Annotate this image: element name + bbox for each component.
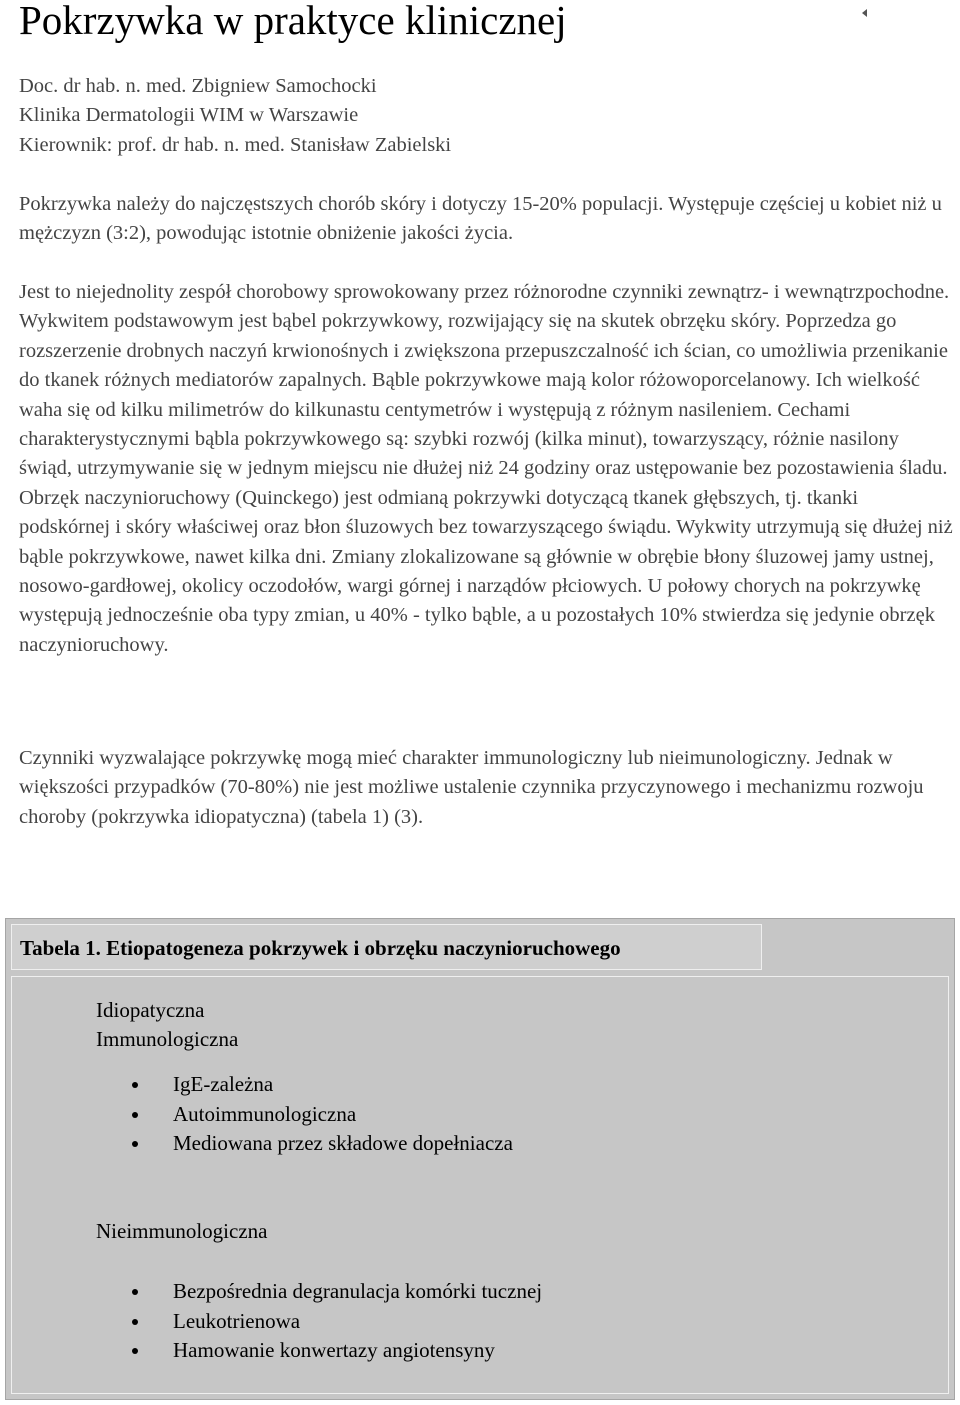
paragraph-triggers: Czynniki wyzwalające pokrzywkę mogą mieć charakter immunologiczny lub nieimunologiczny. Jednak w większości przypadków (70-80%) nie jest możliwe ustalenie czynnika przyczynowego i mechanizmu rozwoju choroby (pokrzywka idiopatyczna) (tabela 1) (3). <box>19 747 924 828</box>
category-immunological: Immunologiczna <box>96 1027 239 1051</box>
category-nonimmunological: Nieimmunologiczna <box>96 1219 268 1243</box>
list-item: Leukotrienowa <box>132 1307 542 1337</box>
scroll-left-arrow-icon <box>862 9 867 17</box>
author-affiliation: Klinika Dermatologii WIM w Warszawie <box>19 104 359 127</box>
author-head: Kierownik: prof. dr hab. n. med. Stanisław Zabielski <box>19 133 452 156</box>
table-header <box>11 924 762 970</box>
nonimmunological-list <box>132 1277 542 1366</box>
table-caption: Tabela 1. Etiopatogeneza pokrzywek i obrzęku naczynioruchowego <box>20 936 621 960</box>
category-idiopathic: Idiopatyczna <box>96 998 205 1022</box>
page-title: Pokrzywka w praktyce klinicznej <box>19 0 567 43</box>
paragraph-description: Jest to niejednolity zespół chorobowy sprowokowany przez różnorodne czynniki zewnątrz- i wewnątrzpochodne. Wykwitem podstawowym jest bąbel pokrzywkowy, rozwijający się na skutek obrzęku skóry. Poprzedza go rozszerzenie drobnych naczyń krwionośnych i zwiększona przepuszczalność ich ścian, co umożliwia przenikanie do tkanek różnych mediatorów zapalnych. Bąble pokrzywkowe mają kolor różowoporcelanowy. Ich wielkość waha się od kilku milimetrów do kilkunastu centymetrów i występują z różnym nasileniem. Cechami charakterystycznymi bąbla pokrzywkowego są: szybki rozwój (kilka minut), towarzyszący, różnie nasilony świąd, utrzymywanie się w jednym miejscu nie dłużej niż 24 godziny oraz ustępowanie bez pozostawienia śladu. Obrzęk naczynioruchowy (Quinckego) jest odmianą pokrzywki dotyczącą tkanek głębszych, tj. tkanki podskórnej i skóry właściwej oraz błon śluzowych bez towarzyszącego świądu. Wykwity utrzymują się dłużej niż bąble pokrzywkowe, nawet kilka dni. Zmiany zlokalizowane są głównie w obrębie błony śluzowej jamy ustnej, nosowo-gardłowej, okolicy oczodołów, wargi górnej i narządów płciowych. U połowy chorych na pokrzywkę występują jednocześnie oba typy zmian, u 40% - tylko bąble, a u pozostałych 10% stwierdza się jedynie obrzęk naczynioruchowy. <box>19 281 953 656</box>
list-item: Hamowanie konwertazy angiotensyny <box>132 1336 542 1366</box>
list-item: Autoimmunologiczna <box>132 1100 513 1130</box>
paragraph-intro: Pokrzywka należy do najczęstszych chorób skóry i dotyczy 15-20% populacji. Występuje częściej u kobiet niż u mężczyzn (3:2), powodując istotnie obniżenie jakości życia. <box>19 193 942 245</box>
etiology-table <box>5 918 955 1400</box>
immunological-list <box>132 1070 513 1159</box>
table-content <box>11 976 949 1394</box>
list-item: Mediowana przez składowe dopełniacza <box>132 1129 513 1159</box>
author-block <box>19 72 954 160</box>
list-item: IgE-zależna <box>132 1070 513 1100</box>
author-name: Doc. dr hab. n. med. Zbigniew Samochocki <box>19 75 377 97</box>
list-item: Bezpośrednia degranulacja komórki tucznej <box>132 1277 542 1307</box>
